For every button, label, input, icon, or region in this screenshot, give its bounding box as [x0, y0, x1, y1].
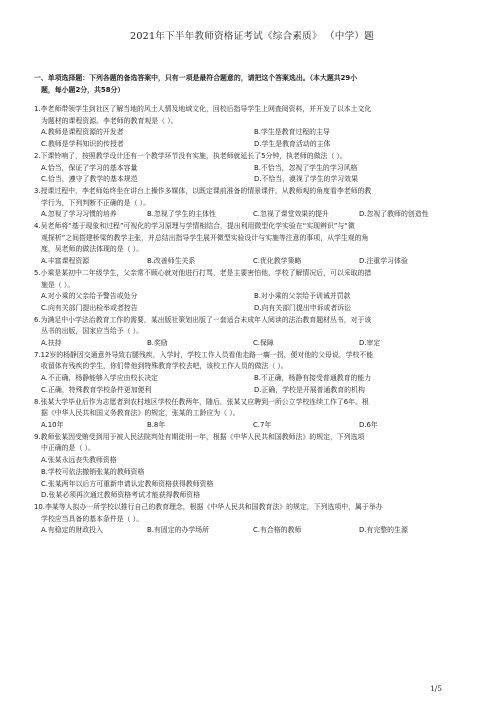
answer-option: D.向有关部门提出申诉或者诉讼: [254, 303, 352, 312]
question-stem-line: 2.下课铃响了，按照教学设计还有一个教学环节没有实施，执老师就延长了5分钟，执老师的做法（ ）。: [34, 151, 347, 160]
answer-option: B.不恰当，忽视了学生的学习风格: [254, 163, 358, 172]
answer-option: A.忽视了学习习惯的培养: [41, 210, 117, 219]
question-stem-line: 4.吴老师将“基于现象和过程”可视化的学习原理与学情相结合，提出利用微型化学实验在“实现辨识”与“微: [34, 222, 355, 231]
answer-option: D.审定: [359, 339, 381, 348]
answer-option: B.忽视了学生的主体性: [147, 210, 216, 219]
question-stem-line: 学行为，下列判断不正确的是（ ）。: [41, 198, 150, 207]
answer-option: B.不正确，杨静有接受普通教育的能力: [254, 374, 372, 383]
answer-option: D.忽视了教师的创造性: [359, 210, 429, 219]
question-stem-line: 8.张某大学毕业后作为志愿者到农村地区学校任教两年，随后，张某又应聘到一所公立学校连续工作了6年。根: [34, 397, 369, 406]
options-row: [34, 420, 480, 432]
answer-option: C.正确，特殊教育学校条件更加便利: [41, 385, 152, 394]
question-stem-line: 施是（ ）。: [41, 280, 75, 289]
question-stem-line: 度，吴老师的做法体现的是（ ）。: [41, 245, 144, 254]
options-row: [34, 256, 480, 268]
question-stem-line: 5.小乘是某初中二年级学生，父亲常不顾心就对他进行打骂，老是主要害怕他，学校了解情况后，可以采取的措: [34, 268, 372, 277]
options-row: [34, 338, 480, 350]
answer-option: A.恰当，保证了学习的基本容量: [41, 163, 138, 172]
options-row: [34, 209, 480, 221]
options-row: [34, 303, 480, 315]
answer-option: C.保障: [253, 339, 274, 348]
answer-option: B.学生是教育过程的主导: [254, 128, 330, 137]
question-item: [34, 350, 480, 397]
options-row: [34, 139, 480, 151]
question-stem-line: 收留体有残疾的学生，你们带他到特殊教育学校去吧，该校工作人员的做法（ ）。: [41, 362, 288, 371]
page-title: 2021年下半年教师资格证考试《综合素质》 （中学）题: [130, 31, 374, 42]
answer-option: D.有完整的生源: [359, 526, 408, 535]
question-stem-line: 观探析”之间搭建桥梁的教学主张，并总结出指导学生展开微型实验设计与实施等注意的事项，从学生观的角: [41, 233, 369, 242]
answer-option: C.张某两年以后方可重新申请认定教师资格获得教师资格: [41, 479, 214, 488]
answer-option: A.10年: [41, 420, 64, 429]
answer-option: D.张某必须再次通过教师资格考试才能获得教师资格: [41, 491, 201, 500]
question-item: [34, 502, 480, 537]
answer-option: B.有固定的办学场所: [147, 526, 210, 535]
question-item: [34, 221, 480, 268]
answer-option: D.不恰当，漠视了学生的学习效果: [254, 175, 358, 184]
answer-option: B.对小乘的父亲给予训诫并罚款: [254, 292, 351, 301]
question-stem-line: 据《中华人民共和国义务教育法》的规定，张某的工龄应为（ ）。: [41, 409, 240, 418]
answer-option: C.优化教学策略: [253, 257, 302, 266]
section-heading-line: 一、单项选择题：下列各题的备选答案中，只有一项是最符合题意的，请把这个答案选出。（本大题共29小: [34, 74, 358, 82]
answer-option: C.向有关部门提出检举或者控告: [41, 303, 138, 312]
options-row: [34, 291, 480, 303]
question-item: [34, 268, 480, 315]
question-stem-line: 1.李老师带领学生到社区了解当地的风土人情及地域文化，回校后指导学生上网查阅资料，并开发了以本土文化: [34, 105, 372, 113]
options-row: [34, 525, 480, 537]
question-stem-line: 6.为满足中小学法治教育工作的需要，某出版社策划出版了一套适合未成年人阅读的法治教育题材丛书，对于该: [34, 315, 372, 324]
answer-option: A.有稳定的财政投入: [41, 526, 103, 535]
answer-option: C.7年: [253, 420, 272, 429]
question-stem-line: 3.授课过程中，李老师始终坐在讲台上操作多媒体，以既定课前准备的情景课件，从教师观的角度看李老师的教: [34, 186, 372, 195]
answer-option: D.注重学习体验: [359, 257, 408, 266]
answer-option: A.不正确，杨静能够入学应由校长决定: [41, 374, 159, 383]
answer-option: C.教师是学科知识的传授者: [41, 140, 124, 149]
question-item: [34, 104, 480, 151]
answer-option: D.学生是教育活动的主体: [254, 140, 331, 149]
section-heading-line: 题，每小题2分，共58分）: [41, 85, 125, 94]
answer-option: A.对小乘的父亲给予警告或处分: [41, 292, 138, 301]
question-stem-line: 7.12岁的杨静因交通意外导致右腿残疾，入学时，学校工作人员看他走路一瘸一拐，便对他的父母说，学校不能: [34, 350, 374, 359]
answer-option: B.学校可依法撤销张某的教师资格: [41, 467, 145, 476]
question-stem-line: 为题材的课程资源。李老师的教育观是（ ）。: [41, 116, 178, 125]
answer-option: D.6年: [359, 420, 378, 429]
options-row: [34, 174, 480, 186]
question-stem-line: 中正确的是（ ）。: [41, 444, 95, 453]
question-item: [34, 432, 480, 502]
question-stem-line: 10.李某等人拟办一所学校以推行自己的教育理念，根据《中华人民共和国教育法》的规定，下列选项中，属于举办: [34, 502, 383, 511]
answer-option: A.扶持: [41, 339, 62, 348]
options-row: [34, 373, 480, 385]
question-stem-line: 9.教师张某因受贿受到用于被人民法院判处有期徒刑一年，根据《中华人民共和国教师法》的规定，下列选项: [34, 432, 365, 441]
question-item: [34, 186, 480, 221]
answer-option: B.改善师生关系: [147, 257, 196, 266]
question-list: [34, 104, 480, 537]
options-row: [34, 127, 480, 139]
answer-option: D.正确，学校是开展普通教育的机构: [254, 385, 365, 394]
answer-option: B.8年: [147, 420, 166, 429]
options-row: [34, 385, 480, 397]
answer-option: A.丰富课程资源: [41, 257, 90, 266]
answer-option: A.张某永远丧失教师资格: [41, 456, 117, 465]
answer-option: A.教师是课程资源的开发者: [41, 128, 124, 137]
page-number: 1/5: [430, 684, 442, 693]
section-heading: [34, 73, 474, 96]
options-row: [34, 163, 480, 175]
answer-option: B.奖励: [147, 339, 168, 348]
question-item: [34, 397, 480, 432]
answer-option: C.恰当，遵守了教学的基本规范: [41, 175, 138, 184]
question-stem-line: 学校应当具备的基本条件是（ ）。: [41, 514, 144, 523]
question-item: [34, 315, 480, 350]
question-item: [34, 151, 480, 186]
answer-option: C.有合格的教师: [253, 526, 302, 535]
question-stem-line: 丛书的出版，国家应当给予（ ）。: [41, 327, 144, 336]
answer-option: C.忽视了课堂效果的提升: [253, 210, 329, 219]
